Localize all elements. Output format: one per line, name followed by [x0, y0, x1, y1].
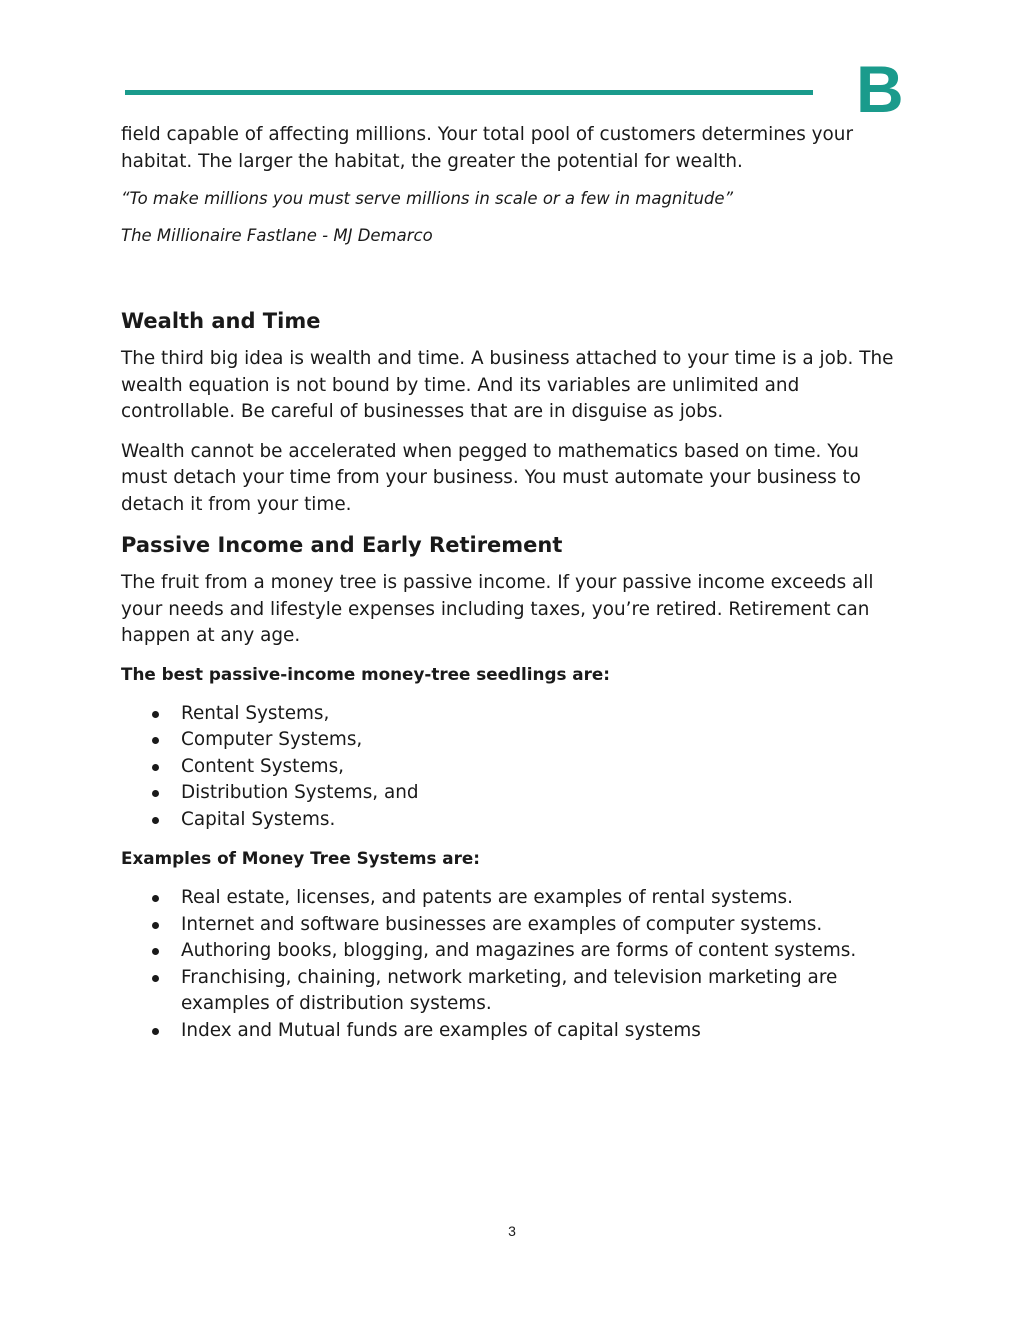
- bullet-icon: [152, 1028, 159, 1035]
- list-item: [121, 1018, 911, 1045]
- header-accent-rule: [125, 90, 813, 95]
- examples-list: [121, 885, 911, 1044]
- brand-logo: B: [856, 52, 904, 126]
- bullet-icon: [152, 817, 159, 824]
- wealth-time-paragraph-1: The third big idea is wealth and time. A business attached to your time is a job. The wealth equation is not bound by time. And its variables are unlimited and controllable. Be careful of businesses that are in disguise as jobs.: [121, 348, 894, 422]
- list-item: [121, 912, 911, 939]
- list-item: [121, 780, 911, 807]
- bullet-icon: [152, 764, 159, 771]
- list-item: [121, 938, 911, 965]
- list-item: [121, 754, 911, 781]
- heading-passive-income: Passive Income and Early Retirement: [121, 533, 563, 557]
- bullet-icon: [152, 975, 159, 982]
- passive-income-paragraph: The fruit from a money tree is passive income. If your passive income exceeds all your needs and lifestyle expenses including taxes, you’re retired. Retirement can happen at any age.: [121, 572, 874, 646]
- list-item-text: Rental Systems,: [181, 702, 330, 724]
- seedlings-subheading: The best passive-income money-tree seedlings are:: [121, 663, 610, 684]
- list-item: [121, 727, 911, 754]
- bullet-icon: [152, 737, 159, 744]
- bullet-icon: [152, 948, 159, 955]
- list-item: [121, 965, 911, 1018]
- examples-subheading: Examples of Money Tree Systems are:: [121, 848, 480, 868]
- wealth-time-paragraph-2: Wealth cannot be accelerated when pegged to mathematics based on time. You must detach your time from your business. You must automate your business to detach it from your time.: [121, 440, 861, 515]
- list-item-text: Internet and software businesses are examples of computer systems.: [181, 913, 823, 935]
- quote-citation: The Millionaire Fastlane - MJ Demarco: [121, 226, 433, 245]
- list-item-text: Capital Systems.: [181, 808, 336, 830]
- bullet-icon: [152, 922, 159, 929]
- list-item: [121, 807, 911, 834]
- list-item-text: Distribution Systems, and: [181, 782, 419, 803]
- list-item-text: Computer Systems,: [181, 729, 363, 750]
- document-body: [121, 122, 911, 1058]
- intro-paragraph: field capable of affecting millions. Your total pool of customers determines your habitat. The larger the habitat, the greater the potential for wealth.: [121, 124, 854, 172]
- bullet-icon: [152, 790, 159, 797]
- page-number: 3: [508, 1223, 516, 1239]
- bullet-icon: [152, 711, 159, 718]
- list-item-text: Franchising, chaining, network marketing, and television marketing are examples of distribution systems.: [181, 966, 838, 1014]
- bullet-icon: [152, 895, 159, 902]
- list-item-text: Index and Mutual funds are examples of capital systems: [181, 1019, 701, 1041]
- seedlings-list: [121, 701, 911, 834]
- list-item-text: Content Systems,: [181, 755, 344, 777]
- list-item-text: Authoring books, blogging, and magazines are forms of content systems.: [181, 940, 857, 961]
- list-item: [121, 701, 911, 728]
- list-item: [121, 885, 911, 912]
- quote-text: “To make millions you must serve millions in scale or a few in magnitude”: [121, 189, 734, 208]
- heading-wealth-and-time: Wealth and Time: [121, 309, 321, 333]
- list-item-text: Real estate, licenses, and patents are examples of rental systems.: [181, 887, 793, 908]
